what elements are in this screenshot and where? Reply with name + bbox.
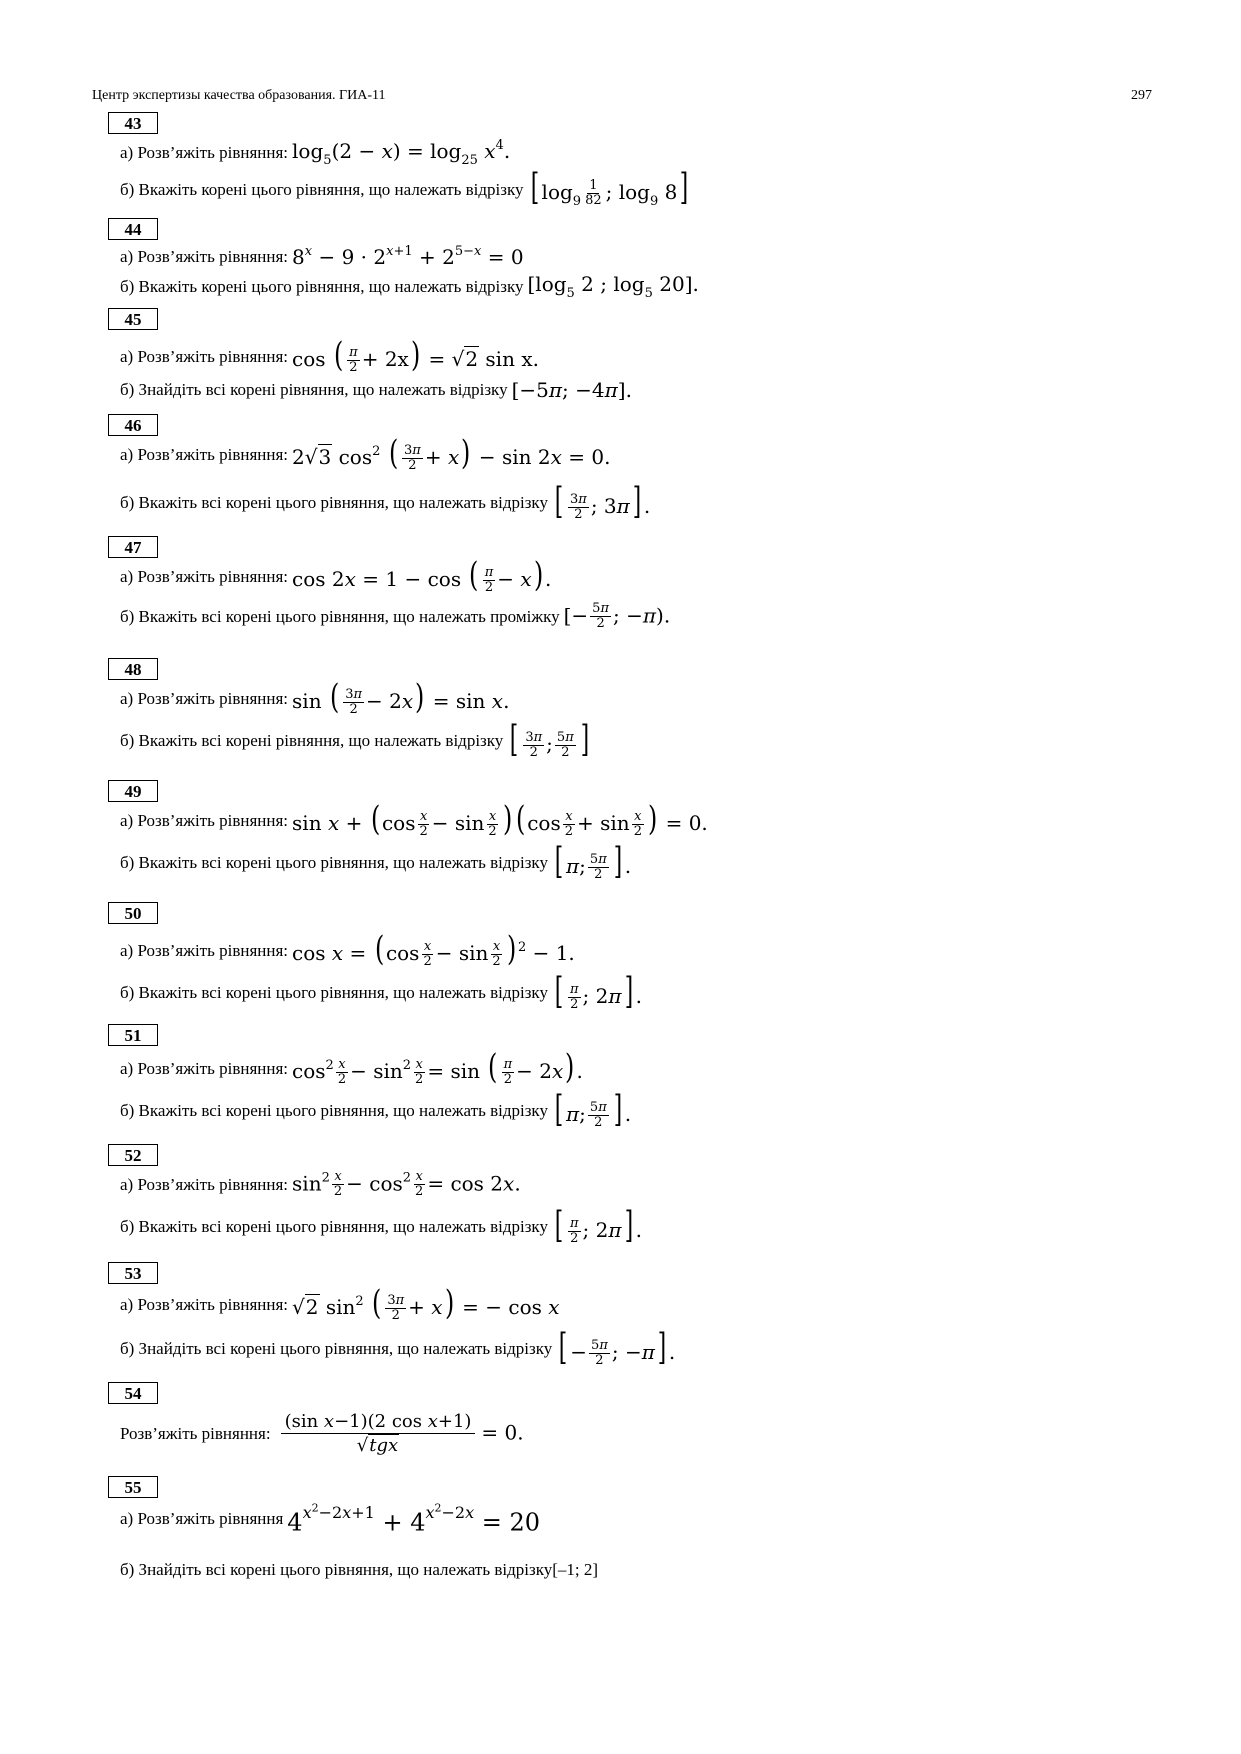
header-title: Центр экспертизы качества образования. ГИА-11 (92, 88, 386, 103)
part-a-label: Розв’яжіть рівняння: (120, 1423, 271, 1443)
problem-number: 52 (108, 1144, 158, 1166)
part-a (120, 555, 552, 595)
part-b (120, 1560, 602, 1580)
equation: cos ( $\frac{\pi}{2}$ + 2x) = √2 sin x. (292, 335, 539, 375)
problem-number: 47 (108, 536, 158, 558)
part-b (120, 1327, 676, 1368)
equation: $\sin^2$ $\frac{x}{2}$ − $\cos^2$ $\frac{x}{2}$ = cos 2x. (292, 1169, 521, 1200)
equation: 2√3 $\cos^2$ ( $\frac{3\pi}{2}$ + x) − sin 2x = 0. (292, 433, 611, 473)
interval: [ π; $\frac{5\pi}{2}$ ] . (554, 841, 632, 882)
part-a-label: а) Розв’яжіть рівняння: (120, 1174, 289, 1194)
part-b-label: б) Вкажіть всі корені цього рівняння, що належать відрізку (120, 853, 548, 873)
part-b (120, 272, 699, 301)
part-a (120, 1283, 560, 1323)
part-a (120, 799, 708, 839)
part-b (120, 1089, 632, 1130)
part-a-label: а) Розв’яжіть рівняння: (120, 566, 289, 586)
problem-number: 49 (108, 780, 158, 802)
interval: [ π; $\frac{5\pi}{2}$ ] . (554, 1089, 632, 1130)
problem-number: 45 (108, 308, 158, 330)
interval: [− $\frac{5\pi}{2}$ ; −π). (563, 601, 671, 632)
part-a-label: а) Розв’яжіть рівняння: (120, 810, 289, 830)
part-a (120, 929, 575, 969)
problem-number: 44 (108, 218, 158, 240)
problem-number: 51 (108, 1024, 158, 1046)
part-b (120, 481, 651, 522)
part-b (120, 602, 670, 632)
interval: [ − $\frac{5\pi}{2}$ ; −π] . (559, 1327, 676, 1368)
part-a (120, 1502, 540, 1536)
part-b-label: б) Знайдіть всі корені цього рівняння, що належать відрізку[–1; 2] (120, 1560, 599, 1579)
problem-number: 50 (108, 902, 158, 924)
part-a (120, 244, 524, 269)
equation: √2 $\sin^2$ ( $\frac{3\pi}{2}$ + x) = − cos x (292, 1283, 560, 1323)
part-b (120, 378, 632, 402)
equation: $8^x - 9 \cdot 2^{x+1} + 2^{5-x} = 0$ (292, 244, 524, 269)
equation: (sin x−1)(2 cos x+1) √tgx = 0. (275, 1410, 524, 1458)
part-b-label: б) Вкажіть всі корені рівняння, що належать відрізку (120, 731, 504, 751)
part-a-label: а) Розв’яжіть рівняння (120, 1509, 284, 1529)
part-b-label: б) Вкажіть всі корені цього рівняння, що належать відрізку (120, 1217, 548, 1237)
interval: [ $\frac{3\pi}{2}$ ; 3π] . (554, 481, 651, 522)
part-a-label: а) Розв’яжіть рівняння: (120, 246, 289, 266)
equation: $\log_5(2 - x) = \log_{25} x^4$. (292, 138, 511, 168)
part-b-label: б) Вкажіть всі корені цього рівняння, що належать відрізку (120, 1101, 548, 1121)
part-a-label: а) Розв’яжіть рівняння: (120, 940, 289, 960)
part-b (120, 841, 632, 882)
page-number: 297 (1131, 88, 1152, 103)
part-b-label: б) Знайдіть всі корені рівняння, що належать відрізку (120, 380, 508, 399)
problem-number: 48 (108, 658, 158, 680)
part-b-label: б) Вкажіть всі корені цього рівняння, що належать відрізку (120, 493, 548, 513)
part-a-label: а) Розв’яжіть рівняння: (120, 1058, 289, 1078)
part-b-label: б) Вкажіть всі корені цього рівняння, що належать проміжку (120, 606, 560, 626)
part-a (120, 1410, 524, 1458)
part-b (120, 971, 642, 1012)
equation: sin ( $\frac{3\pi}{2}$ − 2x) = sin x. (292, 677, 510, 717)
interval: [ $\frac{\pi}{2}$ ; 2π] . (554, 971, 642, 1012)
equation: sin x + (cos $\frac{x}{2}$ − sin $\frac{x}{2}$ ) (cos $\frac{x}{2}$ + sin $\frac{x}{2}$ ) = 0. (292, 799, 708, 839)
part-a-label: а) Розв’яжіть рівняння: (120, 1294, 289, 1314)
part-a (120, 335, 539, 375)
part-b-label: б) Вкажіть всі корені цього рівняння, що належать відрізку (120, 983, 548, 1003)
part-a-label: а) Розв’яжіть рівняння: (120, 444, 289, 464)
part-a (120, 433, 611, 473)
part-b-label: б) Вкажіть корені цього рівняння, що належать відрізку (120, 179, 524, 199)
part-a (120, 138, 510, 168)
part-a-label: а) Розв’яжіть рівняння: (120, 346, 289, 366)
problem-number: 43 (108, 112, 158, 134)
equation: $4^{x^2-2x+1} + 4^{x^2-2x} = 20$ (287, 1502, 541, 1537)
interval: [ $\frac{3\pi}{2}$ ; $\frac{5\pi}{2}$ ] (510, 719, 589, 760)
problem-number: 54 (108, 1382, 158, 1404)
page-header (92, 88, 1152, 108)
part-b (120, 719, 592, 760)
part-a (120, 1047, 583, 1087)
problem-number: 53 (108, 1262, 158, 1284)
interval: [$\log_5$ 2 ; $\log_5 20$]. (527, 272, 699, 301)
part-a-label: а) Розв’яжіть рівняння: (120, 688, 289, 708)
interval: [ $\frac{\pi}{2}$ ; 2π] . (554, 1205, 642, 1246)
part-b-label: б) Вкажіть корені цього рівняння, що належать відрізку (120, 276, 524, 296)
interval: [ $\log_9$ $\frac{1}{82}$ ; $\log_9 8$] (530, 167, 689, 209)
interval: [−5π; −4π]. (511, 378, 632, 402)
equation: cos 2x = 1 − cos ( $\frac{\pi}{2}$ − x). (292, 555, 552, 595)
part-b-label: б) Знайдіть всі корені цього рівняння, що належать відрізку (120, 1339, 553, 1359)
part-b (120, 1205, 642, 1246)
problem-number: 55 (108, 1476, 158, 1498)
equation: cos x = (cos $\frac{x}{2}$ − sin $\frac{x}{2}$ ) $^2$ − 1. (292, 929, 575, 969)
part-b (120, 167, 691, 209)
part-a-label: а) Розв’яжіть рівняння: (120, 143, 289, 162)
equation: $\cos^2$ $\frac{x}{2}$ − $\sin^2$ $\frac{x}{2}$ = sin ( $\frac{\pi}{2}$ − 2x). (292, 1047, 583, 1087)
problem-number: 46 (108, 414, 158, 436)
part-a (120, 677, 510, 717)
part-a (120, 1170, 521, 1200)
